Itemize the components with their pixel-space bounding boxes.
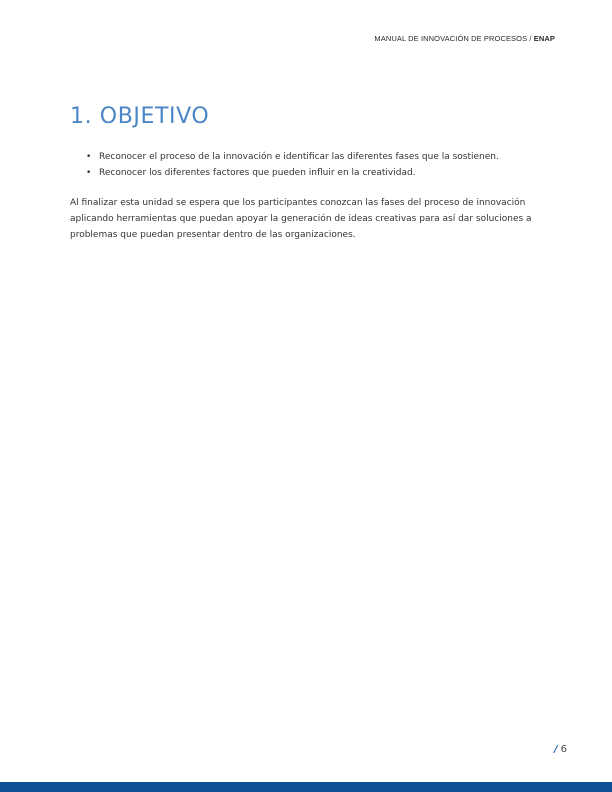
body-paragraph: Al finalizar esta unidad se espera que los participantes conozcan las fases del proceso de innovación aplicando herramientas que puedan apoyar la generación de ideas creativas para así dar soluciones a problemas que puedan presentar dentro de las organizaciones. xyxy=(70,198,532,240)
bullet-icon: • xyxy=(86,152,92,162)
brand-name: ENAP xyxy=(533,34,555,43)
footer-bar xyxy=(0,782,612,792)
section-title: 1. OBJETIVO xyxy=(70,104,210,129)
bullet-icon: • xyxy=(86,167,92,178)
running-header xyxy=(374,34,555,43)
objectives-list xyxy=(86,150,499,181)
objective-item xyxy=(86,150,499,166)
objective-text: Reconocer los diferentes factores que pueden influir en la creatividad. xyxy=(99,167,416,178)
objective-item xyxy=(86,166,499,182)
manual-title: MANUAL DE INNOVACIÓN DE PROCESOS / xyxy=(374,34,534,43)
page-number xyxy=(554,744,567,755)
page-slash-icon: / xyxy=(554,744,558,755)
page-number-value: 6 xyxy=(560,744,568,755)
objective-text: Reconocer el proceso de la innovación e identificar las diferentes fases que la sostienen. xyxy=(99,152,499,162)
